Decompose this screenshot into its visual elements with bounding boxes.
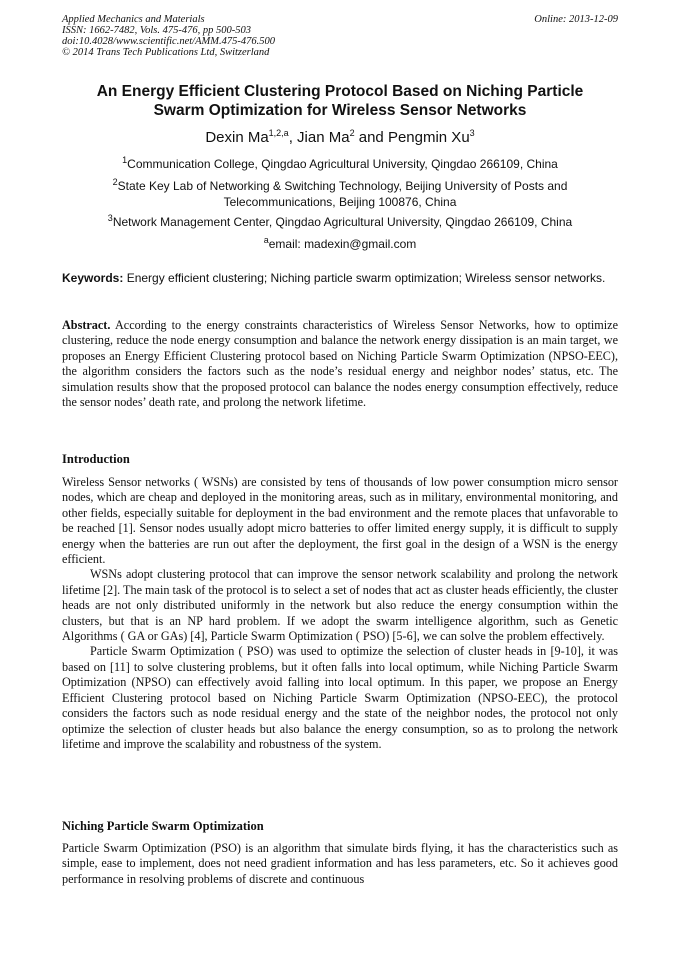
abstract-label: Abstract. xyxy=(62,318,111,332)
affiliation-2-sup: 2 xyxy=(112,177,118,187)
introduction-paragraph-2: WSNs adopt clustering protocol that can improve the sensor network scalability and prolong the network lifetime [2]. The main task of the protocol is to select a set of nodes that act as cluster heads efficiently, the cluster heads are not only distributed uniformly in the network but also reduce the energy consumption within the clusters, but that is an NP hard problem. If we adopt the swarm intelligence algorithm, such as Genetic Algorithms ( GA or GAs) [4], Particle Swarm Optimization ( PSO) [5-6], we can solve the problem effectively. xyxy=(62,567,618,644)
affiliation-3-sup: 3 xyxy=(107,213,113,223)
author-list xyxy=(62,129,618,147)
npso-paragraph-1: Particle Swarm Optimization (PSO) is an algorithm that simulate birds flying, it has the characteristics such as simple, ease to implement, does not need gradient information and has less parameters, etc. So it achieves good performance in resolving problems of discrete and continuous xyxy=(62,841,618,886)
introduction-body xyxy=(62,475,618,752)
online-date: Online: 2013-12-09 xyxy=(534,14,618,25)
abstract-text: According to the energy constraints characteristics of Wireless Sensor Networks, how to optimize clustering, reduce the node energy consumption and balance the network energy dissipation is an main target, we proposes an Energy Efficient Clustering protocol based on Niching Particle Swarm Optimization (NPSO-EEC), the algorithm considers the factors such as the node’s residual energy and neighbor nodes’ status, etc. The simulation results show that the proposed protocol can balance the nodes energy consumption effectively, reduce the sensor nodes’ death rate, and prolong the network lifetime. xyxy=(62,318,618,410)
affiliation-2-line-1: State Key Lab of Networking & Switching Technology, Beijing University of Posts and xyxy=(117,179,568,193)
author-2: , Jian Ma xyxy=(288,129,350,146)
introduction-paragraph-1: Wireless Sensor networks ( WSNs) are consisted by tens of thousands of low power consumption micro sensor nodes, which are cheap and deployed in the monitoring areas, such as in military, environmental monitoring, and other fields, especially suitable for deployment in the bad environment and the remote places that unfavorable to be reached [1]. Sensor nodes usually adopt micro batteries to offer limited energy supply, it is difficult to supply energy when the batteries are run out after the deployment, the first goal in the design of a WSN is the energy efficient. xyxy=(62,475,618,567)
author-1: Dexin Ma xyxy=(205,129,269,146)
email-sup: a xyxy=(263,235,269,245)
author-3: and Pengmin Xu xyxy=(354,129,470,146)
affiliation-2-line-2: Telecommunications, Beijing 100876, China xyxy=(223,195,457,209)
keywords-text: Energy efficient clustering; Niching particle swarm optimization; Wireless sensor networks. xyxy=(123,271,606,285)
introduction-paragraph-3: Particle Swarm Optimization ( PSO) was used to optimize the selection of cluster heads in [9-10], it was based on [11] to solve clustering problems, but it often falls into local optimum, while Niching Particle Swarm Optimization (NPSO) can effectively avoid falling into local optimum. In this paper, we propose an Energy Efficient Clustering protocol based on Niching Particle Swarm Optimization (NPSO-EEC), the protocol considers the factors such as node residual energy and the state of the neighbor nodes, the protocol not only optimize the selection of cluster heads but also balance the energy consumption, so as to prolong the network lifetime and improve the scalability and robustness of the system. xyxy=(62,644,618,751)
introduction-heading: Introduction xyxy=(62,452,130,466)
title-line-1: An Energy Efficient Clustering Protocol Based on Niching Particle xyxy=(96,83,584,100)
affiliation-1-sup: 1 xyxy=(122,155,128,165)
author-3-sup: 3 xyxy=(469,128,475,138)
affiliation-1-text: Communication College, Qingdao Agricultural University, Qingdao 266109, China xyxy=(127,157,558,171)
journal-header xyxy=(62,14,618,58)
keywords-block xyxy=(62,270,618,286)
affiliation-1 xyxy=(62,156,618,172)
doi-line: doi:10.4028/www.scientific.net/AMM.475-476.500 xyxy=(62,36,275,47)
keywords-label: Keywords: xyxy=(62,271,124,285)
affiliation-3-text: Network Management Center, Qingdao Agricultural University, Qingdao 266109, China xyxy=(112,215,573,229)
title-line-2: Swarm Optimization for Wireless Sensor Networks xyxy=(153,102,527,119)
npso-body xyxy=(62,841,618,887)
email-text: email: madexin@gmail.com xyxy=(268,237,417,251)
affiliation-2 xyxy=(62,178,618,210)
abstract-block xyxy=(62,318,618,410)
copyright-line: © 2014 Trans Tech Publications Ltd, Switzerland xyxy=(62,47,270,58)
issn-line: ISSN: 1662-7482, Vols. 475-476, pp 500-503 xyxy=(62,25,251,36)
paper-title xyxy=(62,82,618,120)
npso-heading: Niching Particle Swarm Optimization xyxy=(62,819,264,833)
journal-name: Applied Mechanics and Materials xyxy=(62,14,205,25)
contact-email xyxy=(62,236,618,252)
author-1-sup: 1,2,a xyxy=(268,128,289,138)
affiliation-3 xyxy=(62,214,618,230)
author-2-sup: 2 xyxy=(349,128,355,138)
